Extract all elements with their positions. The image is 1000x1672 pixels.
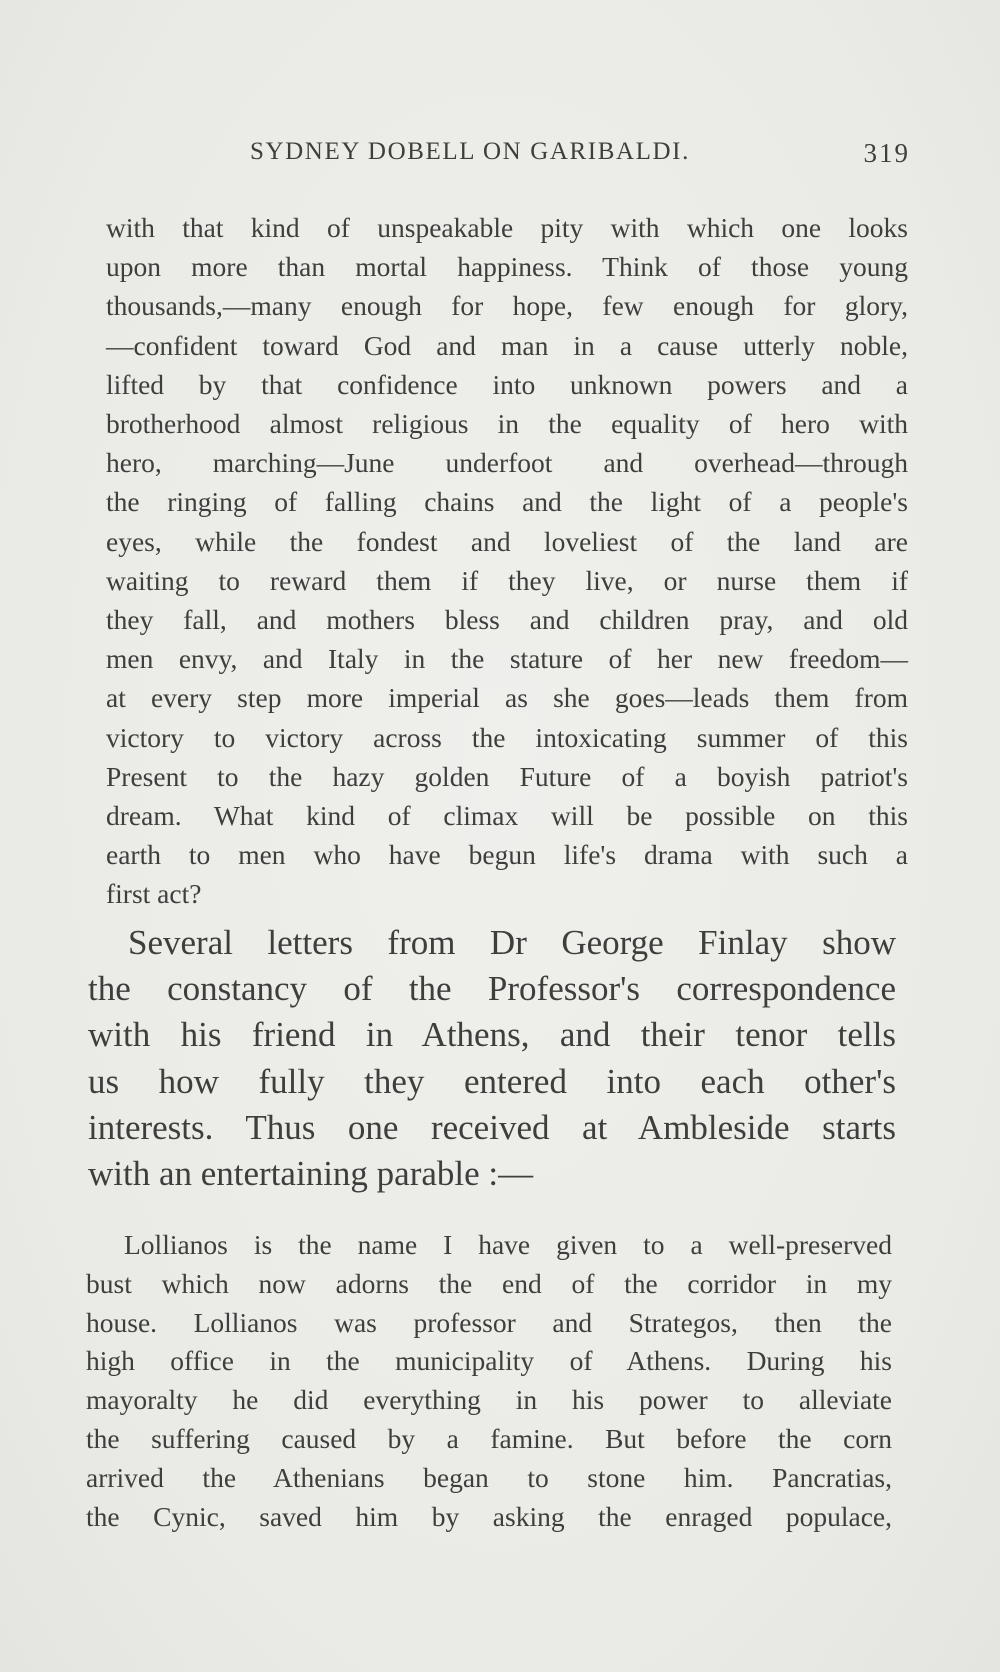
text-line: hero, marching—June underfoot and overhead—through [106,447,908,479]
text-line: Lollianos is the name I have given to a well-preserved [124,1229,892,1260]
text-line: house. Lollianos was professor and Strategos, then the [86,1306,892,1338]
page-header [250,138,910,178]
text-line: upon more than mortal happiness. Think of those young [106,251,908,283]
text-line: high office in the municipality of Athens. During his [86,1345,892,1377]
text-line: Present to the hazy golden Future of a boyish patriot's [106,760,908,792]
text-line: —confident toward God and man in a cause utterly noble, [106,329,908,361]
text-line: brotherhood almost religious in the equality of hero with [106,408,908,440]
text-line: interests. Thus one received at Ambleside starts [88,1107,896,1147]
text-line: victory to victory across the intoxicating summer of this [106,721,908,753]
text-line: dream. What kind of climax will be possible on this [106,800,908,832]
text-line: lifted by that confidence into unknown powers and a [106,368,908,400]
quoted-passage-dobell [106,208,908,914]
text-line: earth to men who have begun life's drama with such a [106,839,908,871]
text-line: with an entertaining parable :— [88,1154,534,1194]
text-line: they fall, and mothers bless and children pray, and old [106,604,908,636]
text-line: at every step more imperial as she goes—leads them from [106,682,908,714]
text-line: the ringing of falling chains and the light of a people's [106,486,908,518]
text-line: arrived the Athenians began to stone him. Pancratias, [86,1461,892,1493]
body-paragraph [88,920,896,1197]
text-line: first act? [106,878,202,910]
page-number: 319 [863,138,910,168]
text-line: bust which now adorns the end of the corridor in my [86,1267,892,1299]
quoted-letter-finlay [86,1226,892,1536]
text-line: Several letters from Dr George Finlay show [128,923,896,962]
running-title: SYDNEY DOBELL ON GARIBALDI. [250,138,690,165]
text-line: the suffering caused by a famine. But before the corn [86,1422,892,1454]
text-line: waiting to reward them if they live, or nurse them if [106,564,908,596]
text-line: the constancy of the Professor's correspondence [88,969,896,1009]
text-line: men envy, and Italy in the stature of her new freedom— [106,643,908,675]
text-line: with his friend in Athens, and their tenor tells [88,1015,896,1055]
text-line: thousands,—many enough for hope, few enough for glory, [106,290,908,322]
text-line: mayoralty he did everything in his power to alleviate [86,1384,892,1416]
text-line: with that kind of unspeakable pity with which one looks [106,212,908,243]
text-line: eyes, while the fondest and loveliest of the land are [106,525,908,557]
text-line: us how fully they entered into each other's [88,1061,896,1101]
text-line: the Cynic, saved him by asking the enraged populace, [86,1500,892,1532]
